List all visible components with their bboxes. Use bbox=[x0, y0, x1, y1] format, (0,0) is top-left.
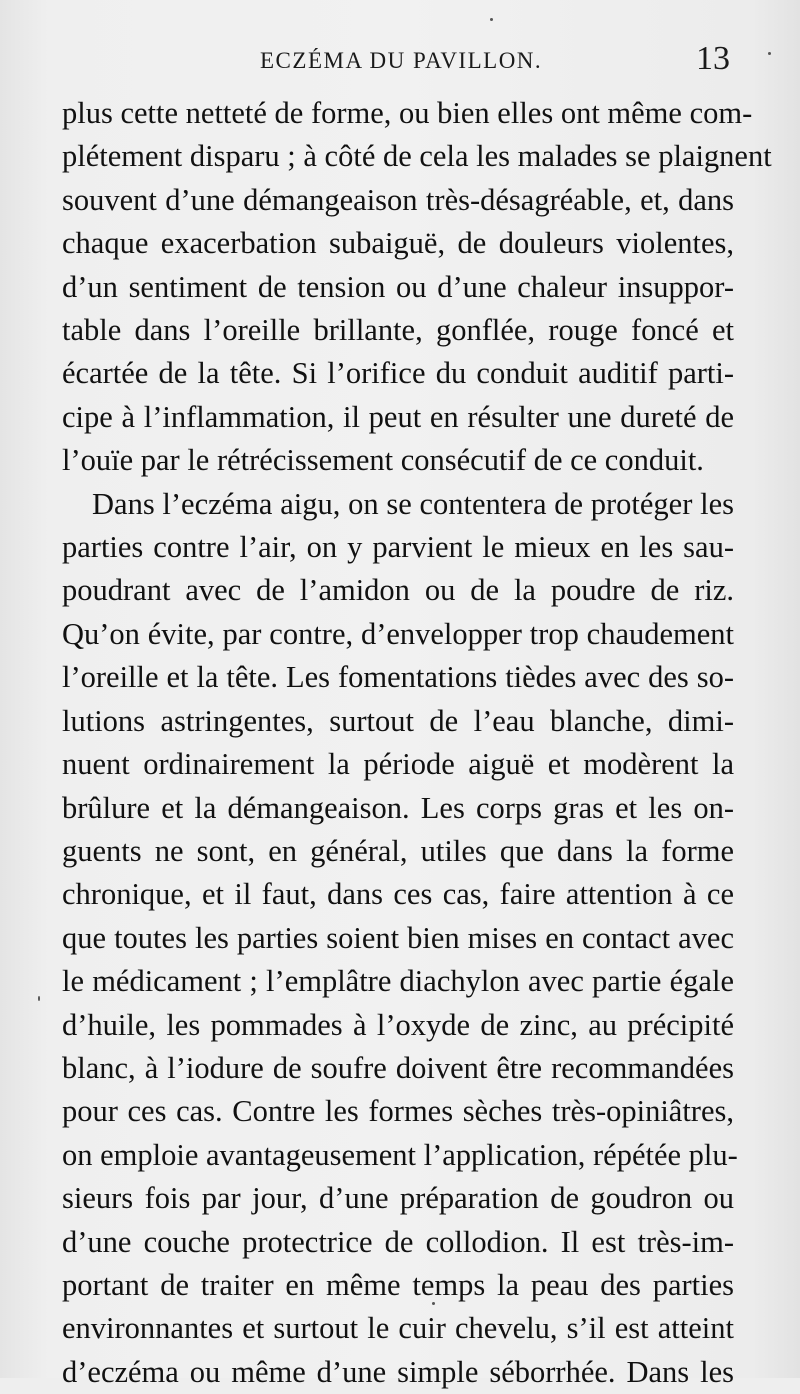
page-number: 13 bbox=[696, 40, 730, 77]
text-line: pour ces cas. Contre les formes sèches très-opiniâtres, bbox=[62, 1094, 734, 1129]
text-line: cipe à l’inflammation, il peut en résulter une dureté de bbox=[62, 399, 734, 434]
text-line: d’une couche protectrice de collodion. Il est très-im- bbox=[62, 1224, 734, 1259]
text-line: on emploie avantageusement l’application, répétée plu- bbox=[62, 1137, 738, 1172]
paper-speck bbox=[38, 996, 40, 1001]
text-line: plétement disparu ; à côté de cela les malades se plaignent bbox=[62, 139, 772, 174]
text-line: environnantes et surtout le cuir chevelu, s’il est atteint bbox=[62, 1311, 734, 1346]
text-line: blanc, à l’iodure de soufre doivent être recommandées bbox=[62, 1050, 734, 1085]
text-line: nuent ordinairement la période aiguë et modèrent la bbox=[62, 747, 734, 782]
text-line: brûlure et la démangeaison. Les corps gras et les on- bbox=[62, 790, 734, 825]
text-line: d’huile, les pommades à l’oxyde de zinc, au précipité bbox=[62, 1007, 734, 1042]
body-text bbox=[62, 92, 772, 1394]
running-title: ECZÉMA DU PAVILLON. bbox=[260, 48, 543, 73]
paper-speck bbox=[490, 18, 493, 21]
text-line: sieurs fois par jour, d’une préparation de goudron ou bbox=[62, 1181, 734, 1216]
text-line: lutions astringentes, surtout de l’eau blanche, dimi- bbox=[62, 703, 734, 738]
text-line: poudrant avec de l’amidon ou de la poudre de riz. bbox=[62, 573, 734, 608]
paper-speck bbox=[768, 52, 771, 55]
text-line: l’ouïe par le rétrécissement consécutif de ce conduit. bbox=[62, 443, 704, 478]
text-line: d’un sentiment de tension ou d’une chaleur insuppor- bbox=[62, 269, 734, 304]
text-line: d’eczéma ou même d’une simple séborrhée. Dans les bbox=[62, 1354, 734, 1389]
text-line: portant de traiter en même temps la peau des parties bbox=[62, 1267, 734, 1302]
text-line: chronique, et il faut, dans ces cas, faire attention à ce bbox=[62, 877, 734, 912]
text-line: le médicament ; l’emplâtre diachylon avec partie égale bbox=[62, 964, 734, 999]
text-line: table dans l’oreille brillante, gonflée, rouge foncé et bbox=[62, 313, 734, 348]
text-line: chaque exacerbation subaiguë, de douleurs violentes, bbox=[62, 226, 734, 261]
text-line: l’oreille et la tête. Les fomentations tièdes avec des so- bbox=[62, 660, 734, 695]
text-line: Dans l’eczéma aigu, on se contentera de protéger les bbox=[92, 486, 734, 521]
page-header bbox=[60, 40, 740, 80]
text-line: guents ne sont, en général, utiles que dans la forme bbox=[62, 833, 734, 868]
text-line: parties contre l’air, on y parvient le mieux en les sau- bbox=[62, 530, 734, 565]
text-line: Qu’on évite, par contre, d’envelopper trop chaudement bbox=[62, 616, 734, 651]
text-line: écartée de la tête. Si l’orifice du conduit auditif parti- bbox=[62, 356, 734, 391]
paper-speck bbox=[432, 1302, 435, 1305]
text-line: que toutes les parties soient bien mises en contact avec bbox=[62, 920, 734, 955]
text-line: plus cette netteté de forme, ou bien elles ont même com- bbox=[62, 96, 753, 130]
text-line: souvent d’une démangeaison très-désagréable, et, dans bbox=[62, 182, 734, 217]
